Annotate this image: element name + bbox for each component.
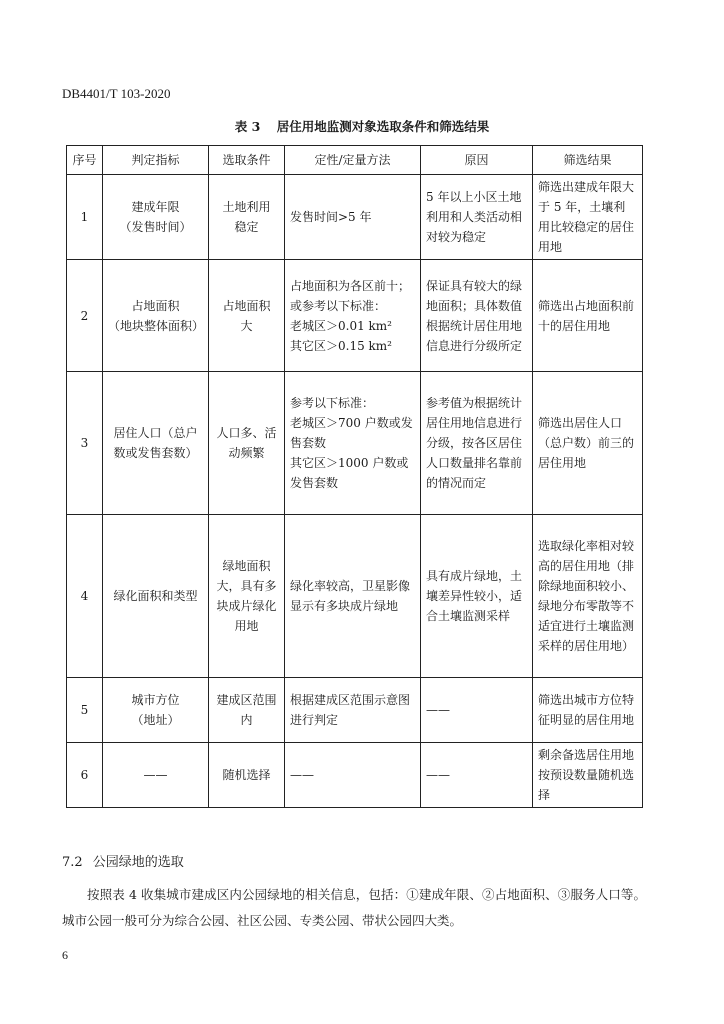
table-caption	[0, 117, 724, 135]
method-cell: 占地面积为各区前十； 或参考以下标准： 老城区＞0.01 km² 其它区＞0.15 km²	[285, 260, 421, 372]
condition-cell: 随机选择	[209, 743, 285, 808]
table-caption-number: 表 3	[234, 119, 261, 134]
row-number-cell: 5	[67, 678, 103, 743]
condition-cell: 建成区范围内	[209, 678, 285, 743]
section-title: 公园绿地的选取	[92, 855, 184, 870]
condition-cell: 绿地面积大，具有多块成片绿化用地	[209, 515, 285, 678]
reason-cell: 具有成片绿地，土壤差异性较小，适合土壤监测采样	[421, 515, 533, 678]
condition-cell: 占地面积 大	[209, 260, 285, 372]
column-header: 筛选结果	[533, 146, 643, 175]
table-row	[67, 515, 643, 678]
row-number-cell: 1	[67, 175, 103, 260]
result-cell: 选取绿化率相对较高的居住用地（排除绿地面积较小、绿地分布零散等不适宜进行土壤监测采样的居住用地）	[533, 515, 643, 678]
indicator-cell: 居住人口（总户数或发售套数）	[103, 372, 209, 515]
table-row	[67, 372, 643, 515]
reason-cell: 参考值为根据统计居住用地信息进行分级，按各区居住人口数量排名靠前的情况而定	[421, 372, 533, 515]
row-number-cell: 4	[67, 515, 103, 678]
section-heading	[62, 851, 194, 870]
result-cell: 筛选出建成年限大于 5 年，土壤利用比较稳定的居住用地	[533, 175, 643, 260]
method-cell: ——	[285, 743, 421, 808]
section-paragraph: 按照表 4 收集城市建成区内公园绿地的相关信息，包括：①建成年限、②占地面积、③服务人口等。城市公园一般可分为综合公园、社区公园、专类公园、带状公园四大类。	[62, 887, 646, 928]
result-cell: 筛选出居住人口（总户数）前三的居住用地	[533, 372, 643, 515]
document-code: DB4401/T 103-2020	[62, 86, 171, 101]
row-number-cell: 3	[67, 372, 103, 515]
table-header-row	[67, 146, 643, 175]
row-number-cell: 2	[67, 260, 103, 372]
result-cell: 剩余备选居住用地按预设数量随机选择	[533, 743, 643, 808]
method-cell: 根据建成区范围示意图进行判定	[285, 678, 421, 743]
indicator-cell: 绿化面积和类型	[103, 515, 209, 678]
section-number: 7.2	[62, 855, 83, 870]
reason-cell: 保证具有较大的绿地面积；具体数值根据统计居住用地信息进行分级所定	[421, 260, 533, 372]
table-row	[67, 260, 643, 372]
condition-cell: 人口多、活动频繁	[209, 372, 285, 515]
indicator-cell: 建成年限 （发售时间）	[103, 175, 209, 260]
selection-criteria-table	[66, 145, 643, 808]
page-number: 6	[62, 948, 68, 962]
column-header: 序号	[67, 146, 103, 175]
table-row	[67, 743, 643, 808]
method-cell: 绿化率较高，卫星影像显示有多块成片绿地	[285, 515, 421, 678]
condition-cell: 土地利用 稳定	[209, 175, 285, 260]
table-row	[67, 678, 643, 743]
method-cell: 参考以下标准： 老城区＞700 户数或发售套数 其它区＞1000 户数或发售套数	[285, 372, 421, 515]
result-cell: 筛选出占地面积前十的居住用地	[533, 260, 643, 372]
column-header: 选取条件	[209, 146, 285, 175]
column-header: 原因	[421, 146, 533, 175]
row-number-cell: 6	[67, 743, 103, 808]
indicator-cell: 占地面积 （地块整体面积）	[103, 260, 209, 372]
reason-cell: ——	[421, 678, 533, 743]
reason-cell: 5 年以上小区土地利用和人类活动相对较为稳定	[421, 175, 533, 260]
column-header: 定性/定量方法	[285, 146, 421, 175]
method-cell: 发售时间>5 年	[285, 175, 421, 260]
indicator-cell: 城市方位 （地址）	[103, 678, 209, 743]
indicator-cell: ——	[103, 743, 209, 808]
table-caption-title: 居住用地监测对象选取条件和筛选结果	[276, 119, 490, 134]
result-cell: 筛选出城市方位特征明显的居住用地	[533, 678, 643, 743]
reason-cell: ——	[421, 743, 533, 808]
column-header: 判定指标	[103, 146, 209, 175]
table-row	[67, 175, 643, 260]
